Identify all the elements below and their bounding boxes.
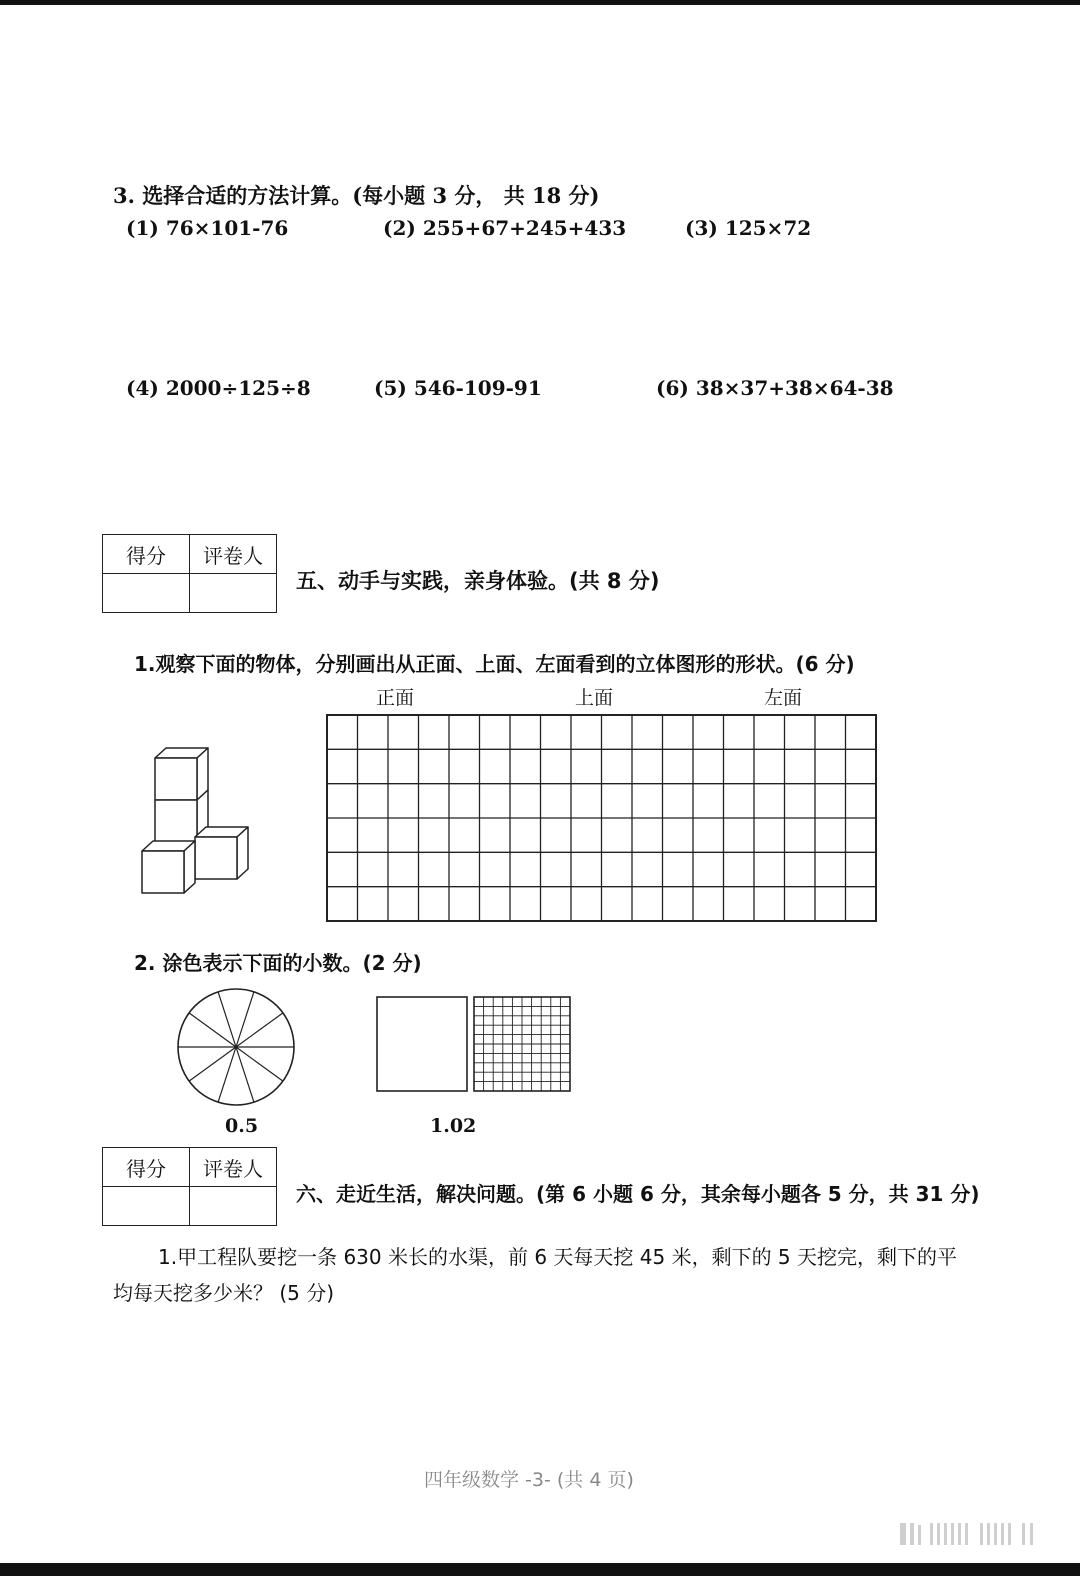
grader-header: 评卷人 (190, 1148, 277, 1187)
bottom-border (0, 1563, 1080, 1576)
grader-cell[interactable] (190, 1187, 277, 1226)
problem-4 (126, 376, 311, 400)
problem-expression: 546-109-91 (413, 376, 542, 400)
view-label-top: 上面 (575, 687, 614, 709)
problem-label: (4) (126, 376, 159, 400)
decimal-label-1-02: 1.02 (430, 1115, 477, 1137)
watermark-bars-icon (900, 1519, 1050, 1549)
problem-expression: 2000÷125÷8 (165, 376, 311, 400)
problem-label: (6) (656, 376, 689, 400)
page-footer: 四年级数学 -3- (共 4 页) (424, 1469, 634, 1491)
drawing-grid[interactable] (326, 714, 879, 924)
view-label-left: 左面 (764, 687, 803, 709)
problem-1 (126, 216, 288, 240)
score-header: 得分 (103, 535, 190, 574)
problem-expression: 38×37+38×64-38 (695, 376, 894, 400)
score-cell[interactable] (103, 574, 190, 613)
section5-q2: 2. 涂色表示下面的小数。(2 分) (134, 951, 422, 975)
section3-title: 3. 选择合适的方法计算。(每小题 3 分， 共 18 分) (113, 183, 600, 208)
section6-title: 六、走近生活，解决问题。(第 6 小题 6 分，其余每小题各 5 分，共 31 分) (296, 1182, 980, 1206)
problem-expression: 125×72 (724, 216, 812, 240)
score-cell[interactable] (103, 1187, 190, 1226)
circle-tenths-figure[interactable] (174, 985, 298, 1109)
section6-q1-line1: 1.甲工程队要挖一条 630 米长的水渠，前 6 天每天挖 45 米，剩下的 5 天挖完，剩下的平 (158, 1245, 958, 1269)
score-header: 得分 (103, 1148, 190, 1187)
problem-6 (656, 376, 894, 400)
view-label-front: 正面 (376, 687, 415, 709)
problem-label: (1) (126, 216, 159, 240)
grader-cell[interactable] (190, 574, 277, 613)
top-border (0, 0, 1080, 5)
score-table-section6 (102, 1147, 277, 1226)
problem-label: (2) (383, 216, 416, 240)
section6-q1-line2: 均每天挖多少米？ (5 分) (113, 1281, 335, 1305)
grader-header: 评卷人 (190, 535, 277, 574)
score-table-section5 (102, 534, 277, 613)
problem-expression: 255+67+245+433 (422, 216, 627, 240)
problem-expression: 76×101-76 (165, 216, 289, 240)
problem-5 (374, 376, 542, 400)
problem-label: (3) (685, 216, 718, 240)
problem-3 (685, 216, 811, 240)
problem-2 (383, 216, 626, 240)
problem-label: (5) (374, 376, 407, 400)
square-hundredths-figure[interactable] (375, 995, 575, 1095)
cube-stack-figure (130, 740, 260, 905)
section5-q1: 1.观察下面的物体，分别画出从正面、上面、左面看到的立体图形的形状。(6 分) (134, 652, 855, 676)
section5-title: 五、动手与实践，亲身体验。(共 8 分) (296, 569, 660, 593)
decimal-label-0-5: 0.5 (225, 1115, 259, 1137)
